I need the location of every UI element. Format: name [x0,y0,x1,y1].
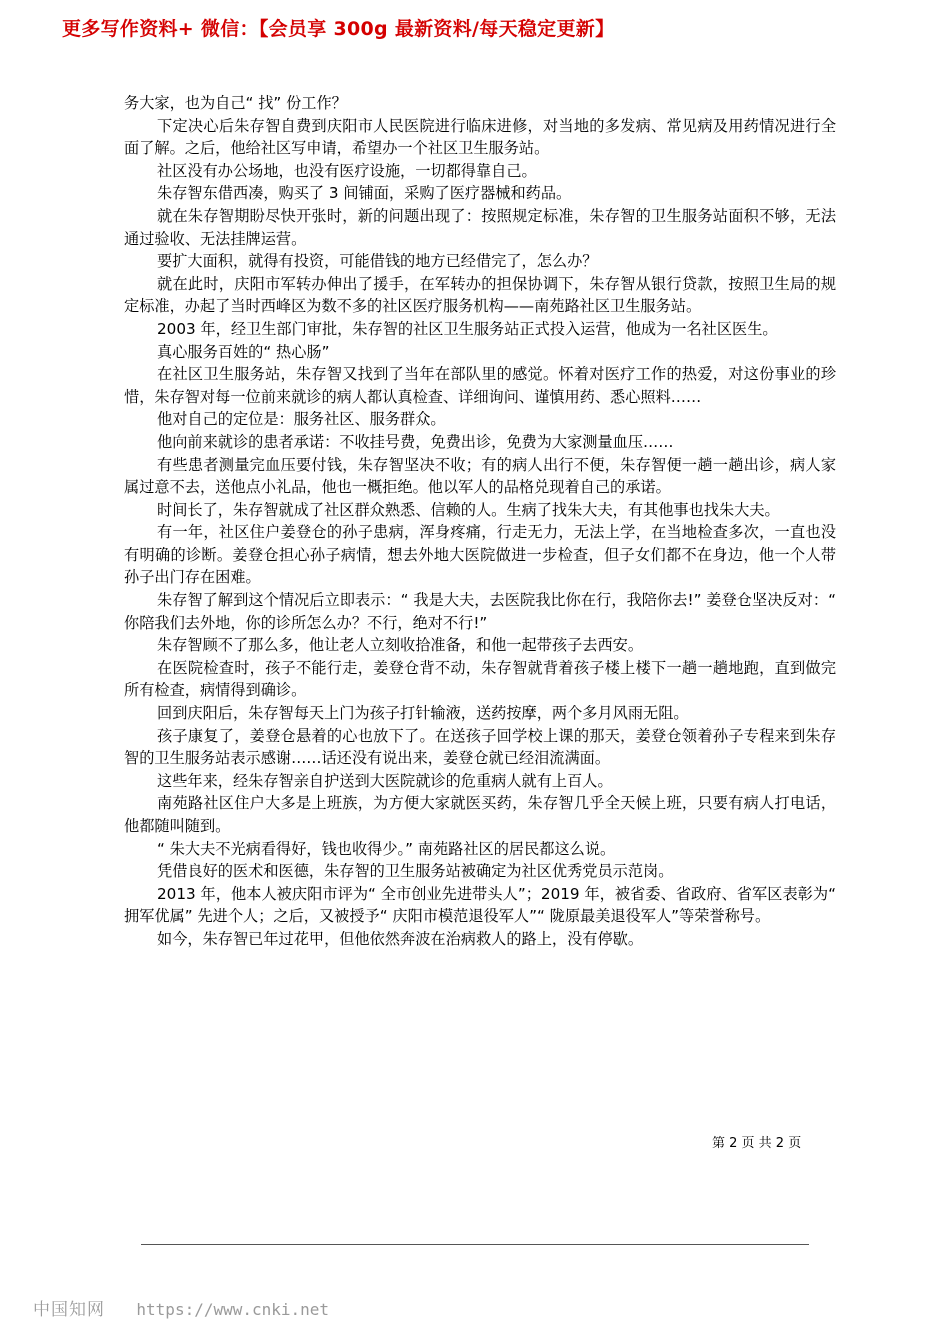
paragraph: 就在朱存智期盼尽快开张时，新的问题出现了：按照规定标准，朱存智的卫生服务站面积不够，无法通过验收、无法挂牌运营。 [124,206,836,248]
paragraph: 社区没有办公场地，也没有医疗设施，一切都得靠自己。 [157,161,537,180]
paragraph: 2013 年，他本人被庆阳市评为“ 全市创业先进带头人”；2019 年，被省委、省政府、省军区表彰为“ 拥军优属” 先进个人；之后，又被授予“ 庆阳市模范退役军人”“ 陇原最美退役军人”等荣誉称号。 [124,884,836,926]
paragraph: 他向前来就诊的患者承诺：不收挂号费，免费出诊，免费为大家测量血压…… [157,432,674,451]
paragraph: 孩子康复了，姜登仓悬着的心也放下了。在送孩子回学校上课的那天，姜登仓领着孙子专程来到朱存智的卫生服务站表示感谢……话还没有说出来，姜登仓就已经泪流满面。 [124,726,836,768]
page-number: 第 2 页 共 2 页 [712,1136,802,1151]
watermark-url: https://www.cnki.net [136,1300,330,1319]
paragraph: 在社区卫生服务站，朱存智又找到了当年在部队里的感觉。怀着对医疗工作的热爱，对这份事业的珍惜，朱存智对每一位前来就诊的病人都认真检查、详细询问、谨慎用药、悉心照料…… [124,365,836,406]
paragraph: 南苑路社区住户大多是上班族，为方便大家就医买药，朱存智几乎全天候上班，只要有病人打电话，他都随叫随到。 [124,794,836,835]
paragraph: 朱存智东借西凑，购买了 3 间铺面，采购了医疗器械和药品。 [157,184,572,203]
paragraph: 2003 年，经卫生部门审批，朱存智的社区卫生服务站正式投入运营，他成为一名社区医生。 [157,319,778,338]
paragraph: 如今，朱存智已年过花甲，但他依然奔波在治病救人的路上，没有停歇。 [157,929,643,948]
paragraph: 朱存智了解到这个情况后立即表示：“ 我是大夫，去医院我比你在行，我陪你去!” 姜登仓坚决反对：“ 你陪我们去外地，你的诊所怎么办？不行，绝对不行!” [124,591,836,632]
paragraph: 他对自己的定位是：服务社区、服务群众。 [157,410,446,429]
paragraph: 有一年，社区住户姜登仓的孙子患病，浑身疼痛，行走无力，无法上学，在当地检查多次，一直也没有明确的诊断。姜登仓担心孙子病情，想去外地大医院做进一步检查，但子女们都不在身边，他一个人带孙子出门存在困难。 [124,523,836,587]
watermark-name: 中国知网 [33,1300,105,1320]
paragraph: 时间长了，朱存智就成了社区群众熟悉、信赖的人。生病了找朱大夫，有其他事也找朱大夫。 [157,500,780,519]
cnki-watermark [33,1295,329,1320]
paragraph: 凭借良好的医术和医德，朱存智的卫生服务站被确定为社区优秀党员示范岗。 [157,862,674,881]
paragraph: 这些年来，经朱存智亲自护送到大医院就诊的危重病人就有上百人。 [157,771,613,790]
footer-divider [141,1244,809,1245]
paragraph: 要扩大面积，就得有投资，可能借钱的地方已经借完了，怎么办？ [157,252,598,271]
paragraph: 务大家，也为自己“ 找” 份工作？ [124,94,347,112]
article-body [124,92,836,951]
paragraph: 朱存智顾不了那么多，他让老人立刻收拾准备，和他一起带孩子去西安。 [157,636,643,655]
paragraph: 就在此时，庆阳市军转办伸出了援手，在军转办的担保协调下，朱存智从银行贷款，按照卫生局的规定标准，办起了当时西峰区为数不多的社区医疗服务机构——南苑路社区卫生服务站。 [124,274,836,316]
paragraph: 在医院检查时，孩子不能行走，姜登仓背不动，朱存智就背着孩子楼上楼下一趟一趟地跑，直到做完所有检查，病情得到确诊。 [124,658,836,700]
paragraph: 下定决心后朱存智自费到庆阳市人民医院进行临床进修，对当地的多发病、常见病及用药情况进行全面了解。之后，他给社区写申请，希望办一个社区卫生服务站。 [124,116,836,158]
paragraph: 回到庆阳后，朱存智每天上门为孩子打针输液，送药按摩，两个多月风雨无阻。 [157,704,689,723]
section-heading: 真心服务百姓的“ 热心肠” [157,342,330,361]
promo-banner: 更多写作资料+ 微信：【会员享 300g 最新资料/每天稳定更新】 [62,18,615,40]
paragraph: “ 朱大夫不光病看得好，钱也收得少。” 南苑路社区的居民都这么说。 [157,839,616,858]
paragraph: 有些患者测量完血压要付钱，朱存智坚决不收；有的病人出行不便，朱存智便一趟一趟出诊，病人家属过意不去，送他点小礼品，他也一概拒绝。他以军人的品格兑现着自己的承诺。 [124,455,836,497]
